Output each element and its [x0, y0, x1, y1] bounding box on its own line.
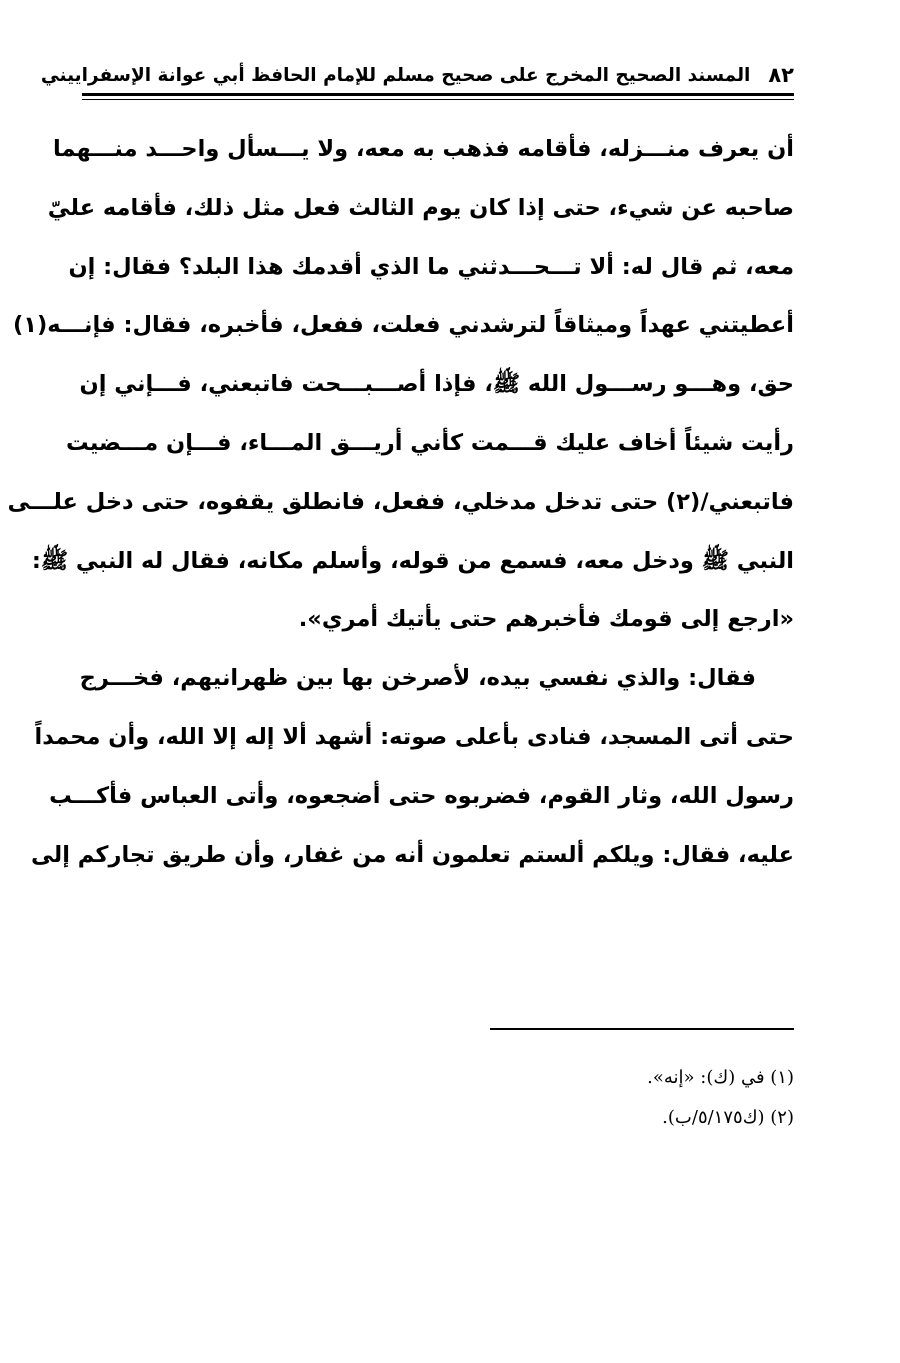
header-rule-thick — [82, 93, 794, 96]
text-line: صاحبه عن شيء، حتى إذا كان يوم الثالث فعل مثل ذلك، فأقامه عليّ — [47, 194, 794, 221]
text-line: حتى أتى المسجد، فنادى بأعلى صوته: أشهد ألا إله إلا الله، وأن محمداً — [34, 723, 794, 750]
text-line-paragraph-start: فقال: والذي نفسي بيده، لأصرخن بها بين ظهرانيهم، فخـــرج — [79, 665, 756, 692]
text-line: النبي ﷺ ودخل معه، فسمع من قوله، وأسلم مكانه، فقال له النبي ﷺ: — [31, 547, 794, 574]
running-title: المسند الصحيح المخرج على صحيح مسلم للإمام الحافظ أبي عوانة الإسفراييني — [40, 64, 751, 86]
footnote-separator — [490, 1028, 794, 1030]
text-line: فاتبعني/(٢) حتى تدخل مدخلي، ففعل، فانطلق يقفوه، حتى دخل علـــى — [7, 488, 794, 515]
text-line: أعطيتني عهداً وميثاقاً لترشدني فعلت، ففعل، فأخبره، فقال: فإنـــه(١) — [12, 312, 794, 339]
footnotes — [82, 1058, 794, 1138]
text-line-paragraph-end: «ارجع إلى قومك فأخبرهم حتى يأتيك أمري». — [298, 606, 794, 633]
page-number: ٨٢ — [768, 63, 794, 87]
text-line: أن يعرف منـــزله، فأقامه فذهب به معه، ولا يـــسأل واحـــد منـــهما — [52, 136, 794, 162]
running-header — [40, 58, 794, 92]
text-line: رأيت شيئاً أخاف عليك قـــمت كأني أريـــق المـــاء، فـــإن مـــضيت — [66, 429, 794, 456]
text-line: حق، وهـــو رســـول الله ﷺ، فإذا أصـــبـــحت فاتبعني، فـــإني إن — [79, 371, 794, 398]
footnote-2: (٢) (ك٥/١٧٥/ب). — [662, 1107, 794, 1128]
text-line: معه، ثم قال له: ألا تـــحـــدثني ما الذي أقدمك هذا البلد؟ فقال: إن — [68, 253, 794, 280]
text-line: رسول الله، وثار القوم، فضربوه حتى أضجعوه، وأتى العباس فأكـــب — [49, 782, 794, 809]
footnote-1: (١) في (ك): «إنه». — [647, 1067, 794, 1088]
main-text — [7, 120, 794, 884]
text-line: عليه، فقال: ويلكم ألستم تعلمون أنه من غفار، وأن طريق تجاركم إلى — [31, 841, 794, 868]
header-rule-thin — [82, 99, 794, 100]
